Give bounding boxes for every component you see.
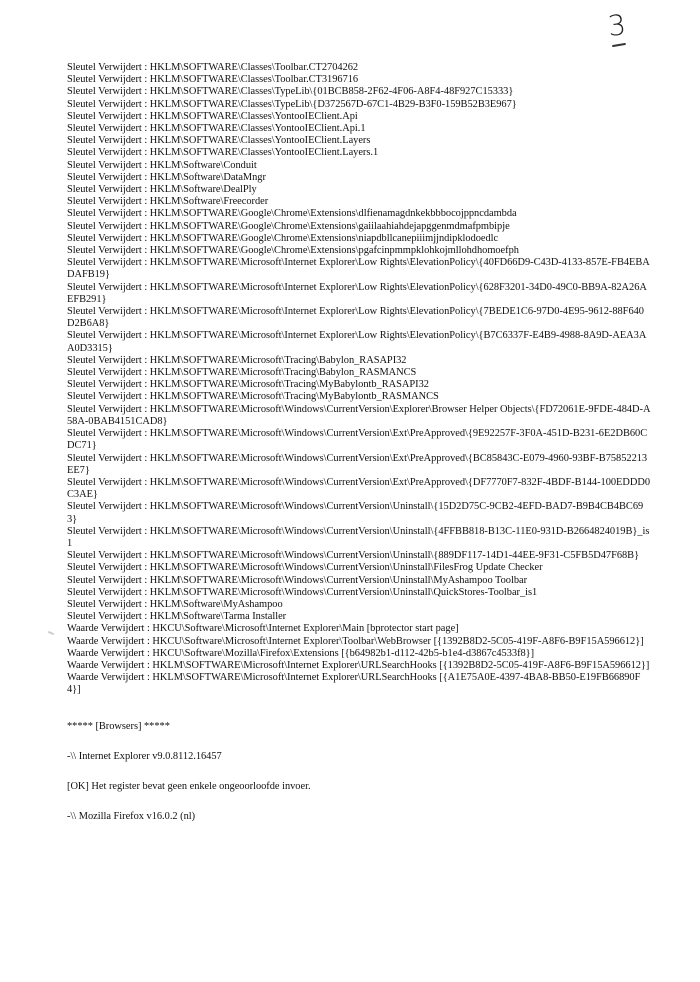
registry-entry: Waarde Verwijdert : HKCU\Software\Mozilla\Firefox\Extensions [{b64982b1-d112-42b5-b1e4-d3867c4533f8}] <box>67 647 535 659</box>
registry-entry: Waarde Verwijdert : HKLM\SOFTWARE\Microsoft\Internet Explorer\URLSearchHooks [{1392B8D2-5C05-419F-A8F6-B9F15A596612}] <box>67 659 650 671</box>
registry-entry: Sleutel Verwijdert : HKLM\SOFTWARE\Microsoft\Windows\CurrentVersion\Ext\PreApproved\{9E92257F-3F0A-451D-B231-6E2DB60CDC71} <box>67 428 648 452</box>
registry-entry: Sleutel Verwijdert : HKLM\SOFTWARE\Microsoft\Windows\CurrentVersion\Uninstall\{4FFBB818-B13C-11E0-931D-B2664824019B}_is1 <box>67 525 650 549</box>
registry-entry: Sleutel Verwijdert : HKLM\SOFTWARE\Microsoft\Windows\CurrentVersion\Uninstall\FilesFrog Update Checker <box>67 562 543 574</box>
registry-entry: Sleutel Verwijdert : HKLM\SOFTWARE\Google\Chrome\Extensions\dlfienamagdnkekbbbocojppncdambda <box>67 208 517 220</box>
section-gap <box>67 697 651 721</box>
registry-entry: Sleutel Verwijdert : HKLM\SOFTWARE\Microsoft\Tracing\Babylon_RASMANCS <box>67 367 417 379</box>
registry-entry: Sleutel Verwijdert : HKLM\SOFTWARE\Microsoft\Internet Explorer\Low Rights\ElevationPolicy\{7BEDE1C6-97D0-4E95-9612-88F640D2B6A8} <box>67 306 644 330</box>
browsers-heading: ***** [Browsers] ***** <box>67 720 170 732</box>
registry-entry: Sleutel Verwijdert : HKLM\Software\MyAshampoo <box>67 598 283 610</box>
registry-entry: Sleutel Verwijdert : HKLM\Software\DataMngr <box>67 171 266 183</box>
registry-entry: Sleutel Verwijdert : HKLM\SOFTWARE\Classes\TypeLib\{D372567D-67C1-4B29-B3F0-159B52B3E967} <box>67 98 517 110</box>
registry-entry: Waarde Verwijdert : HKCU\Software\Microsoft\Internet Explorer\Toolbar\WebBrowser [{1392B8D2-5C05-419F-A8F6-B9F15A596612}] <box>67 635 644 647</box>
registry-entry: Sleutel Verwijdert : HKLM\SOFTWARE\Microsoft\Windows\CurrentVersion\Uninstall\{889DF117-14D1-44EE-9F31-C5FB5D47F68B} <box>67 550 640 562</box>
registry-entry: Sleutel Verwijdert : HKLM\SOFTWARE\Classes\Toolbar.CT2704262 <box>67 62 359 73</box>
registry-entry: Sleutel Verwijdert : HKLM\SOFTWARE\Classes\Toolbar.CT3196716 <box>67 74 359 86</box>
section-gap <box>67 763 651 781</box>
section-gap <box>67 793 651 811</box>
registry-entry: Sleutel Verwijdert : HKLM\SOFTWARE\Classes\YontooIEClient.Layers <box>67 135 371 147</box>
registry-entry-list <box>67 62 651 697</box>
registry-entry: Waarde Verwijdert : HKLM\SOFTWARE\Microsoft\Internet Explorer\URLSearchHooks [{A1E75A0E-4397-4BA8-BB50-E19FB66890F4}] <box>67 672 641 696</box>
registry-entry: Sleutel Verwijdert : HKLM\Software\Freecorder <box>67 196 269 208</box>
registry-entry: Sleutel Verwijdert : HKLM\Software\DealPly <box>67 184 257 196</box>
registry-entry: Sleutel Verwijdert : HKLM\SOFTWARE\Microsoft\Internet Explorer\Low Rights\ElevationPolicy\{B7C6337F-E4B9-4988-8A9D-AEA3AA0D3315} <box>67 330 647 354</box>
registry-entry: Sleutel Verwijdert : HKLM\SOFTWARE\Classes\TypeLib\{01BCB858-2F62-4F06-A8F4-48F927C15333} <box>67 86 514 98</box>
registry-entry: Sleutel Verwijdert : HKLM\SOFTWARE\Classes\YontooIEClient.Api.1 <box>67 123 366 135</box>
section-gap <box>67 733 651 751</box>
registry-entry: Sleutel Verwijdert : HKLM\SOFTWARE\Microsoft\Windows\CurrentVersion\Uninstall\{15D2D75C-9CB2-4EFD-BAD7-B9B4CB4BC693} <box>67 501 644 525</box>
registry-entry: Waarde Verwijdert : HKCU\Software\Microsoft\Internet Explorer\Main [bprotector start page] <box>67 623 459 635</box>
registry-entry: Sleutel Verwijdert : HKLM\SOFTWARE\Classes\YontooIEClient.Api <box>67 110 358 122</box>
page-number: 3 <box>606 8 628 43</box>
registry-entry: Sleutel Verwijdert : HKLM\SOFTWARE\Microsoft\Windows\CurrentVersion\Uninstall\QuickStores-Toolbar_is1 <box>67 586 538 598</box>
scan-artifact <box>48 631 54 635</box>
registry-entry: Sleutel Verwijdert : HKLM\SOFTWARE\Microsoft\Windows\CurrentVersion\Explorer\Browser Helper Objects\{FD72061E-9FDE-484D-A58A-0BAB4151CAD8} <box>67 403 651 427</box>
registry-entry: Sleutel Verwijdert : HKLM\SOFTWARE\Microsoft\Tracing\Babylon_RASAPI32 <box>67 354 407 366</box>
page-number-mark <box>612 43 626 47</box>
registry-entry: Sleutel Verwijdert : HKLM\SOFTWARE\Microsoft\Tracing\MyBabylontb_RASAPI32 <box>67 379 429 391</box>
registry-entry: Sleutel Verwijdert : HKLM\SOFTWARE\Microsoft\Internet Explorer\Low Rights\ElevationPolicy\{40FD66D9-C43D-4133-857E-FB4EBADAFB19} <box>67 257 650 281</box>
registry-entry: Sleutel Verwijdert : HKLM\SOFTWARE\Microsoft\Tracing\MyBabylontb_RASMANCS <box>67 391 439 403</box>
registry-entry: Sleutel Verwijdert : HKLM\SOFTWARE\Microsoft\Internet Explorer\Low Rights\ElevationPolicy\{628F3201-34D0-49C0-BB9A-82A26AEFB291} <box>67 281 647 305</box>
registry-entry: Sleutel Verwijdert : HKLM\SOFTWARE\Microsoft\Windows\CurrentVersion\Ext\PreApproved\{DF7770F7-832F-4BDF-B144-100EDDD0C3AE} <box>67 476 651 501</box>
registry-entry: Sleutel Verwijdert : HKLM\SOFTWARE\Google\Chrome\Extensions\pgafcinpmmpklohkojmllohdhomoefph <box>67 245 519 257</box>
registry-entry: Sleutel Verwijdert : HKLM\Software\Tarma Installer <box>67 611 287 623</box>
registry-entry: Sleutel Verwijdert : HKLM\SOFTWARE\Microsoft\Windows\CurrentVersion\Ext\PreApproved\{BC85843C-E079-4960-93BF-B75852213EE7} <box>67 452 648 476</box>
registry-entry: Sleutel Verwijdert : HKLM\SOFTWARE\Microsoft\Windows\CurrentVersion\Uninstall\MyAshampoo Toolbar <box>67 574 528 586</box>
registry-entry: Sleutel Verwijdert : HKLM\SOFTWARE\Google\Chrome\Extensions\niapdbllcanepiiimjjndipklodoedlc <box>67 232 499 244</box>
registry-entry: Sleutel Verwijdert : HKLM\SOFTWARE\Classes\YontooIEClient.Layers.1 <box>67 147 379 159</box>
registry-entry: Sleutel Verwijdert : HKLM\Software\Conduit <box>67 159 257 171</box>
log-content <box>67 62 651 823</box>
ie-version-line: -\\ Internet Explorer v9.0.8112.16457 <box>67 750 222 762</box>
registry-entry: Sleutel Verwijdert : HKLM\SOFTWARE\Google\Chrome\Extensions\gaiilaahiahdejapggenmdmafpmbipje <box>67 220 510 232</box>
firefox-version-line: -\\ Mozilla Firefox v16.0.2 (nl) <box>67 811 196 823</box>
ie-status-line: [OK] Het register bevat geen enkele ongeoorloofde invoer. <box>67 780 311 792</box>
